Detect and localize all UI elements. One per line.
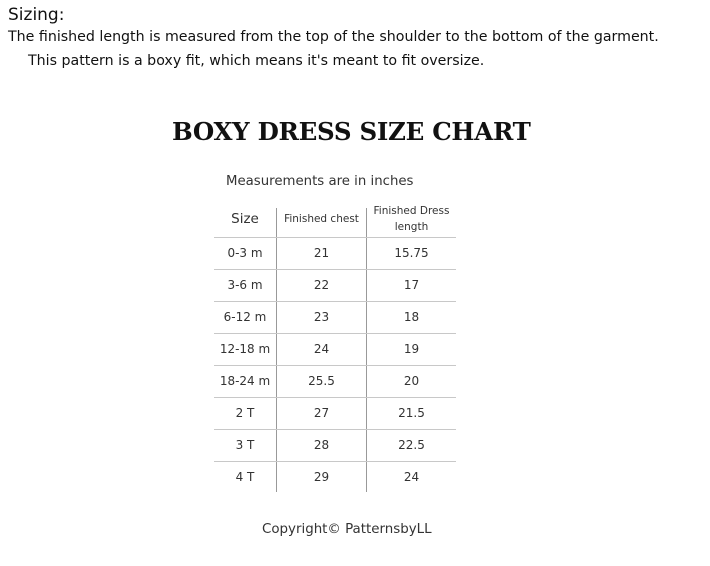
length-cell: 17 <box>403 278 420 292</box>
chest-cell: 21 <box>313 246 330 260</box>
table-row <box>214 462 456 493</box>
table-row <box>214 398 456 430</box>
header-finished-chest: Finished chest <box>284 213 359 225</box>
size-cell: 3-6 m <box>227 278 263 292</box>
length-cell: 22.5 <box>398 438 425 452</box>
size-cell: 0-3 m <box>227 246 263 260</box>
size-cell: 18-24 m <box>219 374 271 388</box>
copyright-notice: Copyright© PatternsbyLL <box>262 522 432 537</box>
chest-cell: 29 <box>313 470 330 484</box>
length-cell: 24 <box>403 470 420 484</box>
length-cell: 20 <box>403 374 420 388</box>
table-row <box>214 366 456 398</box>
length-cell: 15.75 <box>394 246 429 260</box>
size-cell: 4 T <box>235 470 255 484</box>
size-chart-title: BOXY DRESS SIZE CHART <box>172 117 531 146</box>
chest-cell: 24 <box>313 342 330 356</box>
table-row <box>214 270 456 302</box>
length-cell: 21.5 <box>398 406 425 420</box>
table-row <box>214 238 456 270</box>
units-note: Measurements are in inches <box>226 174 414 189</box>
chest-cell: 27 <box>313 406 330 420</box>
length-cell: 19 <box>403 342 420 356</box>
length-cell: 18 <box>403 310 420 324</box>
size-chart-table <box>214 202 456 493</box>
sizing-description-line-2: This pattern is a boxy fit, which means it's meant to fit oversize. <box>28 53 485 69</box>
table-row <box>214 430 456 462</box>
sizing-heading: Sizing: <box>8 5 65 25</box>
chest-cell: 23 <box>313 310 330 324</box>
chest-cell: 22 <box>313 278 330 292</box>
chest-cell: 25.5 <box>308 374 335 388</box>
size-cell: 3 T <box>235 438 255 452</box>
chest-cell: 28 <box>313 438 330 452</box>
table-header-row <box>214 202 456 238</box>
table-row <box>214 334 456 366</box>
size-cell: 6-12 m <box>223 310 267 324</box>
sizing-description-line-1: The finished length is measured from the top of the shoulder to the bottom of the garment. <box>8 29 659 45</box>
header-size: Size <box>231 211 259 227</box>
table-row <box>214 302 456 334</box>
size-cell: 12-18 m <box>219 342 271 356</box>
size-cell: 2 T <box>235 406 255 420</box>
header-finished-length: Finished Dress length <box>373 205 450 233</box>
